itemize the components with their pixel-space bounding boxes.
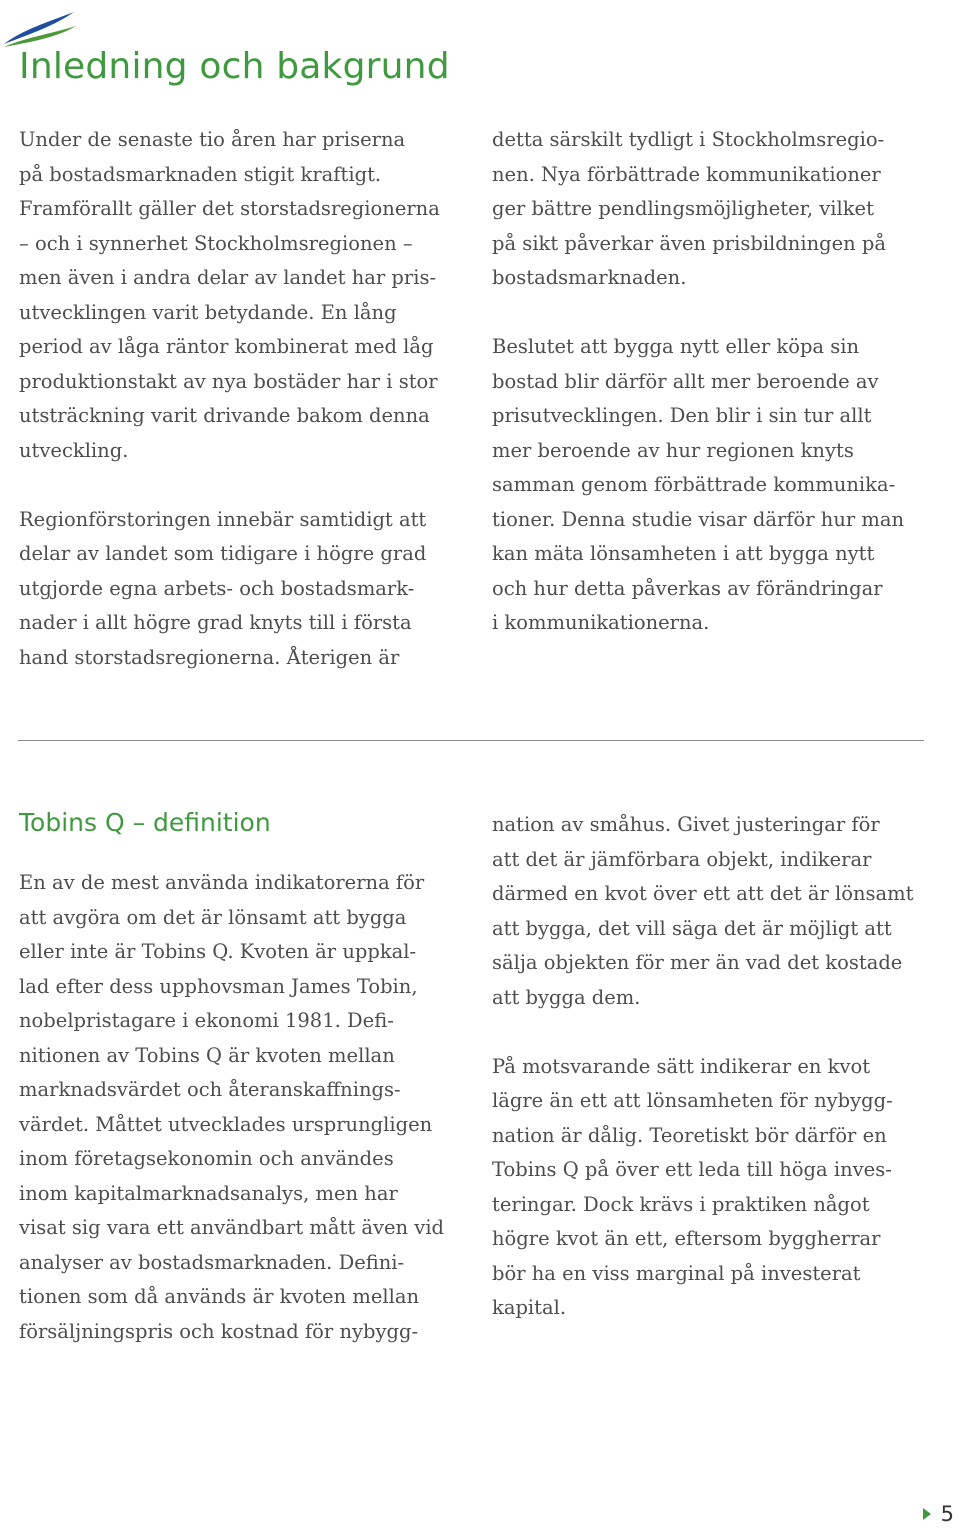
text-line: nation är dålig. Teoretiskt bör därför en	[492, 1123, 887, 1147]
text-line: bostadsmarknaden.	[492, 266, 687, 289]
text-line: tioner. Denna studie visar därför hur man	[492, 507, 905, 531]
text-line: prisutvecklingen. Den blir i sin tur allt	[492, 404, 872, 427]
intro-column-right	[492, 123, 942, 641]
intro-paragraph-1	[19, 123, 469, 468]
text-line: bör ha en viss marginal på investerat	[492, 1261, 861, 1285]
text-line: utvecklingen varit betydande. En lång	[19, 300, 397, 324]
triangle-right-icon	[922, 1507, 932, 1521]
text-line: En av de mest använda indikatorerna för	[19, 871, 425, 894]
text-line: försäljningspris och kostnad för nybygg-	[19, 1319, 419, 1343]
text-line: men även i andra delar av landet har pris-	[19, 266, 437, 289]
text-line: och hur detta påverkas av förändringar	[492, 576, 883, 600]
text-line: analyser av bostadsmarknaden. Defini-	[19, 1250, 405, 1274]
text-line: värdet. Måttet utvecklades ursprungligen	[19, 1112, 433, 1136]
definition-column-left	[19, 866, 469, 1349]
definition-column-right	[492, 808, 942, 1326]
section-heading-tobins-q: Tobins Q – definition	[19, 808, 271, 837]
text-line: inom företagsekonomin och användes	[19, 1147, 394, 1170]
text-line: På motsvarande sätt indikerar en kvot	[492, 1054, 871, 1078]
intro-paragraph-2	[19, 503, 469, 676]
text-line: lägre än ett att lönsamheten för nybygg-	[492, 1089, 893, 1112]
text-line: kan mäta lönsamheten i att bygga nytt	[492, 542, 875, 565]
page-footer	[922, 1500, 954, 1528]
text-line: period av låga räntor kombinerat med låg	[19, 335, 434, 358]
text-line: visat sig vara ett användbart mått även vid	[19, 1216, 445, 1239]
text-line: inom kapitalmarknadsanalys, men har	[19, 1181, 398, 1205]
text-line: sälja objekten för mer än vad det kostade	[492, 951, 903, 974]
text-line: Framförallt gäller det storstadsregionerna	[19, 197, 440, 220]
definition-paragraph-1	[19, 866, 469, 1349]
text-line: nitionen av Tobins Q är kvoten mellan	[19, 1043, 395, 1067]
text-line: ger bättre pendlingsmöjligheter, vilket	[492, 197, 874, 220]
intro-paragraph-3	[492, 123, 942, 296]
text-line: att avgöra om det är lönsamt att bygga	[19, 905, 407, 929]
text-line: delar av landet som tidigare i högre grad	[19, 542, 427, 565]
text-line: nobelpristagare i ekonomi 1981. Defi-	[19, 1009, 394, 1032]
definition-paragraph-3	[492, 1050, 942, 1326]
text-line: nader i allt högre grad knyts till i första	[19, 611, 412, 634]
intro-column-left	[19, 123, 469, 675]
text-line: marknadsvärdet och återanskaffnings-	[19, 1078, 401, 1101]
text-line: i kommunikationerna.	[492, 611, 710, 634]
text-line: detta särskilt tydligt i Stockholmsregio-	[492, 128, 885, 151]
text-line: samman genom förbättrade kommunika-	[492, 473, 896, 496]
text-line: produktionstakt av nya bostäder har i stor	[19, 369, 438, 393]
text-line: att det är jämförbara objekt, indikerar	[492, 847, 872, 871]
section-divider	[18, 740, 924, 741]
text-line: Beslutet att bygga nytt eller köpa sin	[492, 335, 860, 358]
text-line: högre kvot än ett, eftersom byggherrar	[492, 1227, 881, 1250]
text-line: hand storstadsregionerna. Återigen är	[19, 645, 400, 669]
text-line: mer beroende av hur regionen knyts	[492, 438, 854, 462]
text-line: bostad blir därför allt mer beroende av	[492, 369, 879, 393]
text-line: att bygga, det vill säga det är möjligt att	[492, 916, 892, 940]
text-line: – och i synnerhet Stockholmsregionen –	[19, 231, 413, 255]
text-line: tionen som då används är kvoten mellan	[19, 1285, 420, 1308]
brand-logo-icon	[0, 4, 80, 48]
text-line: utveckling.	[19, 438, 129, 462]
text-line: nen. Nya förbättrade kommunikationer	[492, 162, 881, 186]
text-line: Regionförstoringen innebär samtidigt att	[19, 507, 427, 531]
text-line: utsträckning varit drivande bakom denna	[19, 404, 430, 427]
page-title: Inledning och bakgrund	[19, 46, 450, 87]
text-line: teringar. Dock krävs i praktiken något	[492, 1192, 870, 1216]
text-line: lad efter dess upphovsman James Tobin,	[19, 974, 418, 998]
text-line: på bostadsmarknaden stigit kraftigt.	[19, 162, 382, 186]
page-number: 5	[940, 1502, 954, 1526]
text-line: kapital.	[492, 1296, 567, 1319]
text-line: Tobins Q på över ett leda till höga inves-	[492, 1158, 892, 1181]
text-line: Under de senaste tio åren har priserna	[19, 128, 406, 151]
text-line: eller inte är Tobins Q. Kvoten är uppkal-	[19, 940, 417, 963]
text-line: utgjorde egna arbets- och bostadsmark-	[19, 576, 415, 600]
text-line: att bygga dem.	[492, 985, 641, 1009]
text-line: därmed en kvot över ett att det är lönsamt	[492, 882, 914, 905]
text-line: nation av småhus. Givet justeringar för	[492, 813, 880, 836]
definition-paragraph-2	[492, 808, 942, 1015]
text-line: på sikt påverkar även prisbildningen på	[492, 231, 887, 255]
intro-paragraph-4	[492, 330, 942, 641]
